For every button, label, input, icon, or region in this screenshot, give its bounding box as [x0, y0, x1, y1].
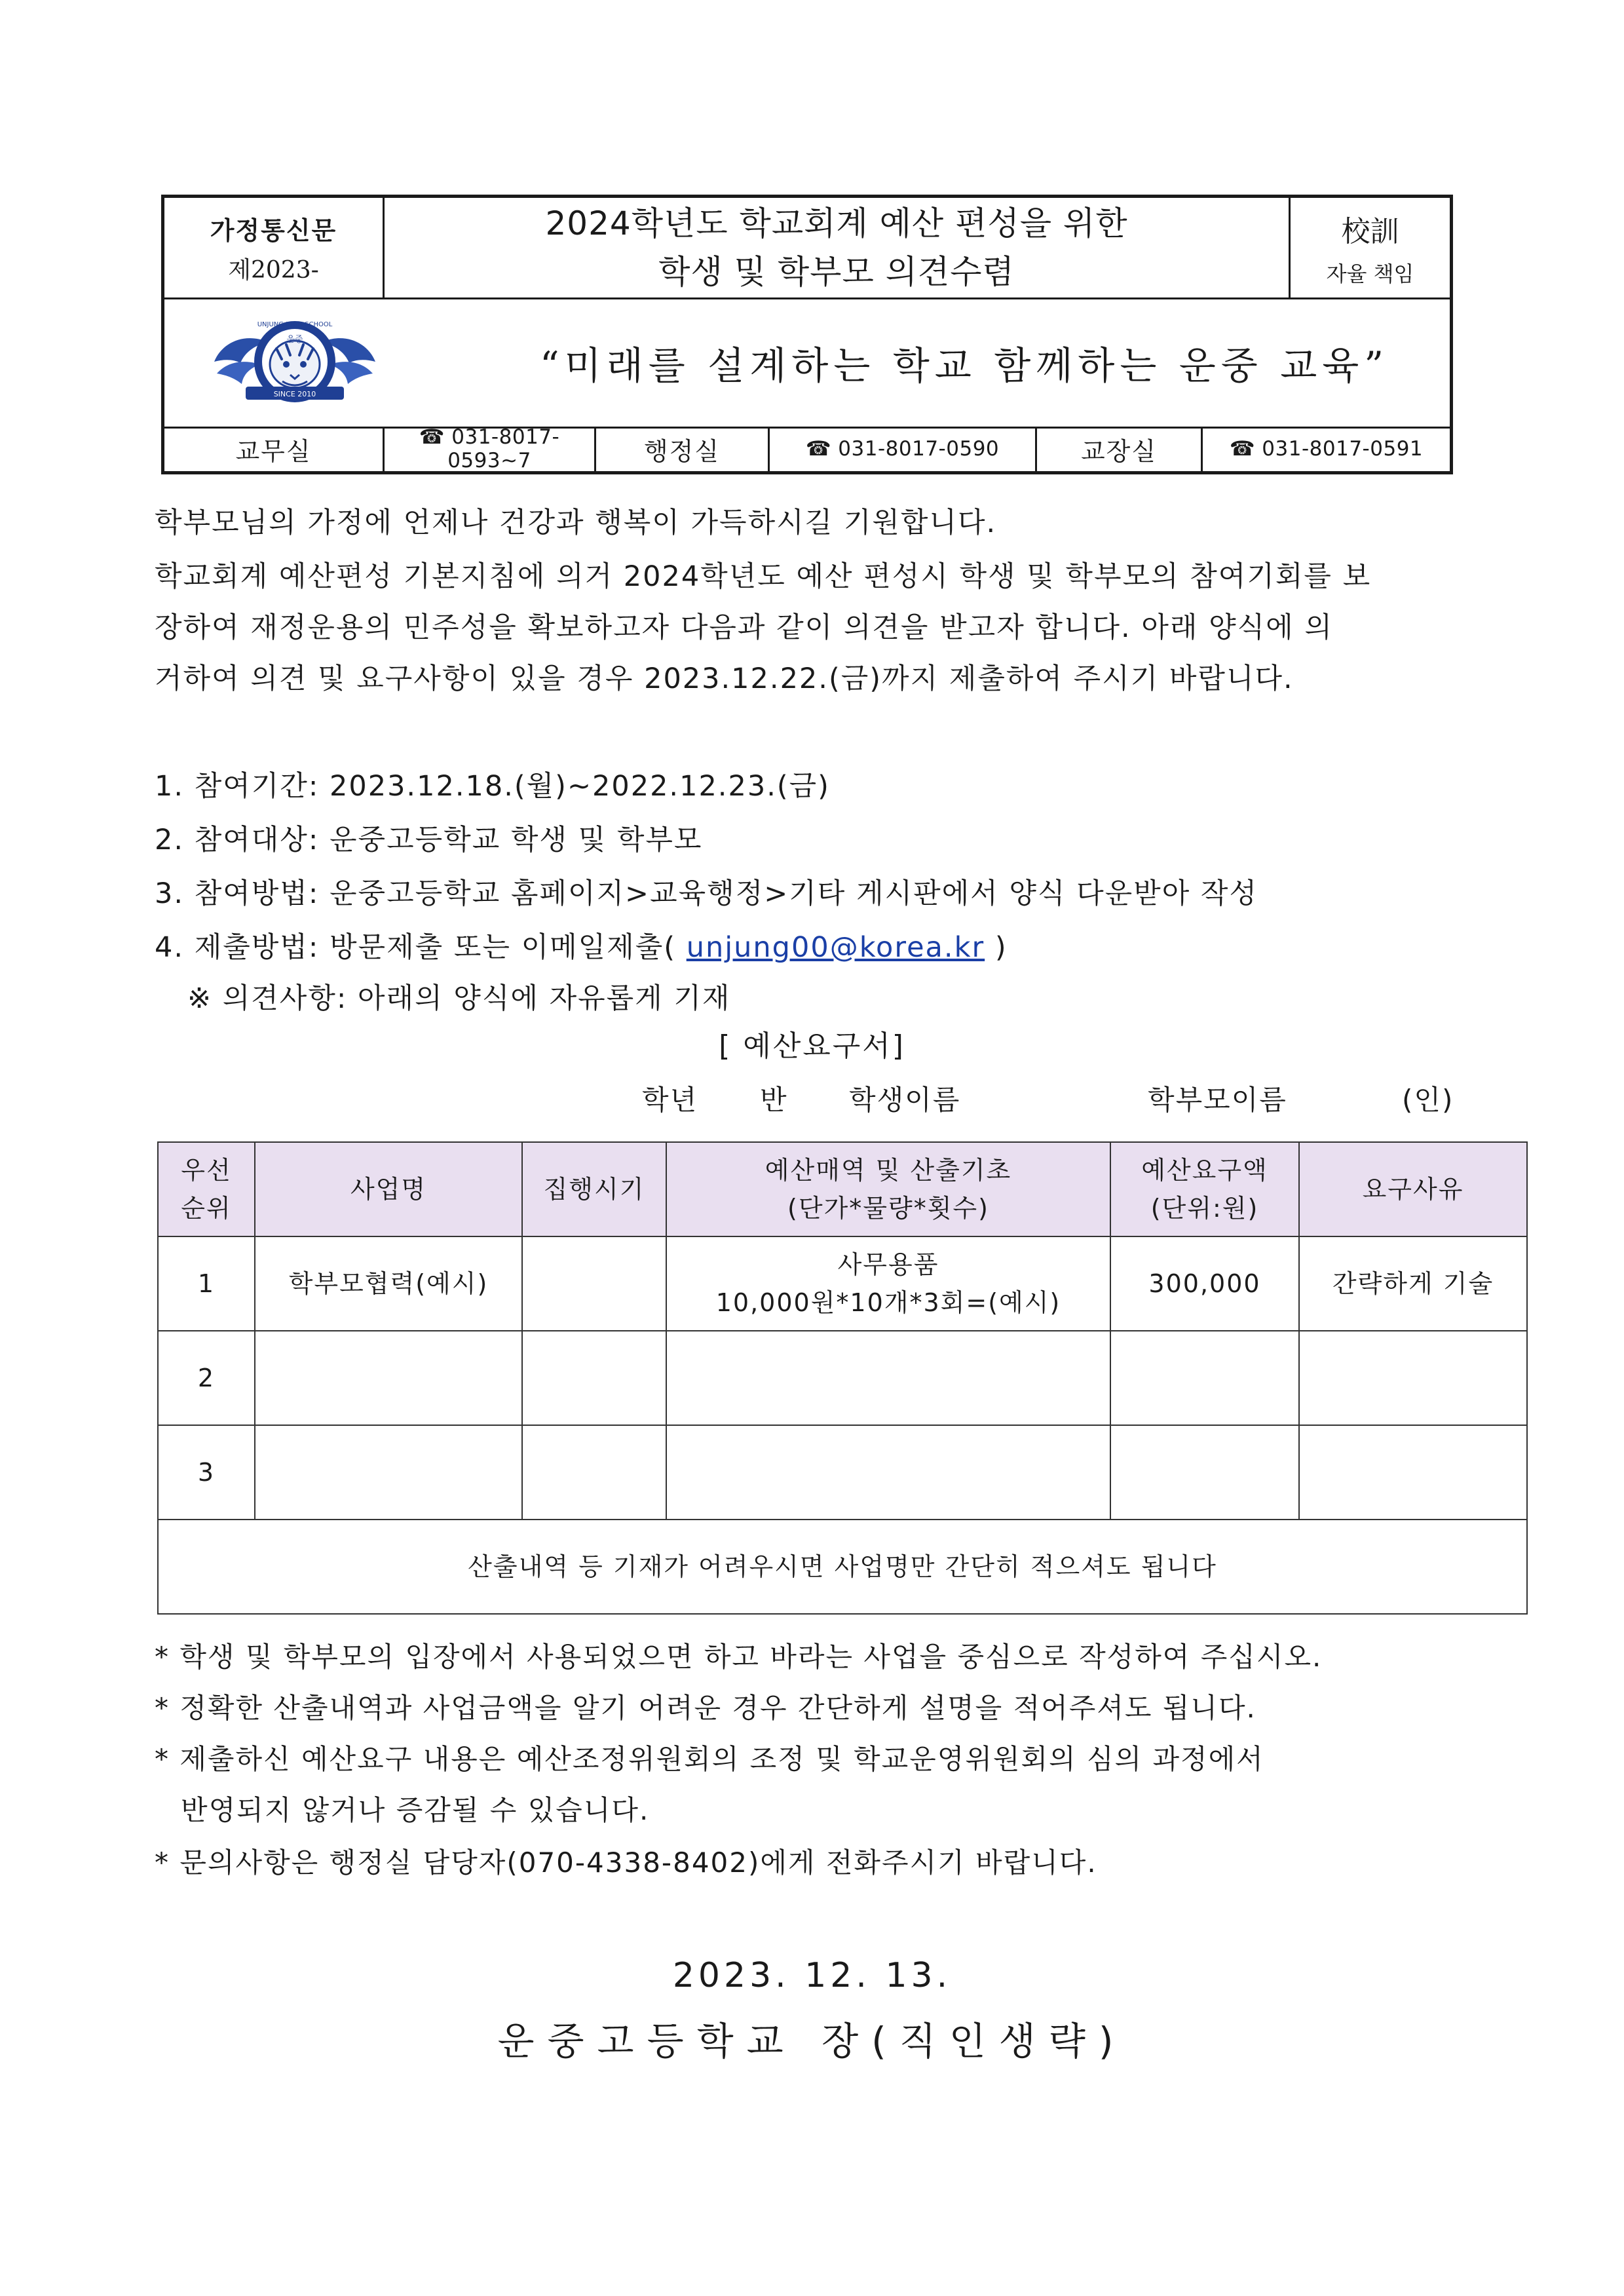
- row2-amount[interactable]: [1110, 1331, 1299, 1425]
- footnote-3a: * 제출하신 예산요구 내용은 예산조정위원회의 조정 및 학교운영위원회의 심의 과정에서: [155, 1743, 1264, 1775]
- row2-period[interactable]: [522, 1331, 666, 1425]
- row3-amount[interactable]: [1110, 1425, 1299, 1520]
- item-participation-target: 2. 참여대상: 운중고등학교 학생 및 학부모: [155, 824, 703, 856]
- row3-reason[interactable]: [1299, 1425, 1527, 1520]
- item-participation-method: 3. 참여방법: 운중고등학교 홈페이지>교육행정>기타 게시판에서 양식 다운받아 작성: [155, 877, 1258, 910]
- header-slogan-row: [164, 297, 1450, 429]
- row2-reason[interactable]: [1299, 1331, 1527, 1425]
- item-submission-method: [155, 925, 1008, 965]
- submission-method-text: 4. 제출방법: 방문제출 또는 이메일제출(: [155, 931, 677, 964]
- row1-project[interactable]: 학부모협력(예시): [255, 1236, 522, 1331]
- table-header-row: [158, 1142, 1527, 1236]
- footnote-4: * 문의사항은 행정실 담당자(070-4338-8402)에게 전화주시기 바랍니다.: [155, 1846, 1097, 1879]
- row1-reason[interactable]: 간략하게 기술: [1299, 1236, 1527, 1331]
- motto-text: 자율 책임: [1326, 261, 1414, 286]
- office-admin-label: 행정실: [643, 436, 721, 466]
- opinion-note: ※ 의견사항: 아래의 양식에 자유롭게 기재: [187, 982, 731, 1015]
- row2-project[interactable]: [255, 1331, 522, 1425]
- table-note: 산출내역 등 기재가 어려우시면 사업명만 간단히 적으셔도 됩니다: [158, 1520, 1527, 1614]
- logo-since-text: SINCE 2010: [273, 390, 316, 398]
- table-note-row: [158, 1520, 1527, 1614]
- office-admin-phone: ☎ 031-8017-0590: [805, 437, 1000, 461]
- header-budget-basis: 예산매역 및 산출기초 (단가*물량*횟수): [666, 1142, 1110, 1236]
- intro-line-2: 학교회계 예산편성 기본지침에 의거 2024학년도 예산 편성시 학생 및 학부모의 참여기회를 보: [155, 560, 1372, 593]
- table-row: [158, 1236, 1527, 1331]
- seal-field-label: (인): [1402, 1084, 1454, 1116]
- row2-basis[interactable]: [666, 1331, 1110, 1425]
- header-requested-amount: 예산요구액 (단위:원): [1110, 1142, 1299, 1236]
- header-execution-period: 집행시기: [522, 1142, 666, 1236]
- notice-label: 가정통신문: [210, 216, 337, 245]
- notice-header: [161, 195, 1453, 474]
- principal-signature: 운중고등학교 장(직인생략): [497, 2019, 1127, 2063]
- header-priority: 우선 순위: [158, 1142, 255, 1236]
- school-slogan: “미래를 설계하는 학교 함께하는 운중 교육”: [540, 343, 1389, 388]
- logo-school-text: UNJUNG HIGH SCHOOL: [257, 321, 333, 328]
- row3-basis[interactable]: [666, 1425, 1110, 1520]
- parent-name-field-label: 학부모이름: [1148, 1084, 1287, 1116]
- class-field-label: 반: [760, 1084, 788, 1116]
- header-title-row: [164, 198, 1450, 299]
- row3-period[interactable]: [522, 1425, 666, 1520]
- row1-amount[interactable]: 300,000: [1110, 1236, 1299, 1331]
- footnote-1: * 학생 및 학부모의 입장에서 사용되었으면 하고 바라는 사업을 중심으로 작성하여 주십시오.: [155, 1641, 1323, 1673]
- row1-period[interactable]: [522, 1236, 666, 1331]
- budget-request-table: [157, 1141, 1528, 1615]
- submission-email-link[interactable]: unjung00@korea.kr: [686, 931, 985, 964]
- logo-center-text: 운중: [286, 335, 303, 345]
- issue-date: 2023. 12. 13.: [672, 1956, 952, 1995]
- school-motto-cell: [1291, 198, 1450, 297]
- budget-request-form-title: [ 예산요구서]: [719, 1029, 905, 1063]
- intro-greeting: 학부모님의 가정에 언제나 건강과 행복이 가득하시길 기원합니다.: [155, 507, 997, 539]
- header-contacts-row: [164, 427, 1450, 471]
- school-logo: [209, 316, 381, 408]
- row3-rank: 3: [158, 1425, 255, 1520]
- notice-title-line2: 학생 및 학부모 의견수렴: [658, 253, 1015, 291]
- grade-field-label: 학년: [642, 1084, 698, 1116]
- office-academic-phone: ☎ 031-8017-0593~7: [419, 425, 560, 472]
- footnote-3b: 반영되지 않거나 증감될 수 있습니다.: [181, 1794, 650, 1826]
- intro-line-3: 장하여 재정운용의 민주성을 확보하고자 다음과 같이 의견을 받고자 합니다. 아래 양식에 의: [155, 611, 1333, 644]
- footnote-2: * 정확한 산출내역과 사업금액을 알기 어려운 경우 간단하게 설명을 적어주셔도 됩니다.: [155, 1692, 1256, 1724]
- notice-title-cell: [385, 198, 1289, 297]
- item-participation-period: 1. 참여기간: 2023.12.18.(월)~2022.12.23.(금): [155, 770, 830, 803]
- header-project-name: 사업명: [255, 1142, 522, 1236]
- notice-number: 제2023-: [228, 257, 319, 284]
- header-request-reason: 요구사유: [1299, 1142, 1527, 1236]
- table-row: [158, 1331, 1527, 1425]
- notice-id-cell: [164, 198, 383, 297]
- notice-title-line1: 2024학년도 학교회계 예산 편성을 위한: [545, 204, 1128, 242]
- row3-project[interactable]: [255, 1425, 522, 1520]
- row2-rank: 2: [158, 1331, 255, 1425]
- motto-label: 校訓: [1341, 215, 1399, 248]
- office-principal-phone: ☎ 031-8017-0591: [1229, 437, 1424, 461]
- office-principal-label: 교장실: [1080, 436, 1158, 466]
- row1-rank: 1: [158, 1236, 255, 1331]
- office-academic-label: 교무실: [235, 436, 312, 466]
- table-row: [158, 1425, 1527, 1520]
- intro-line-4: 거하여 의견 및 요구사항이 있을 경우 2023.12.22.(금)까지 제출하여 주시기 바랍니다.: [155, 662, 1294, 695]
- row1-basis[interactable]: 사무용품 10,000원*10개*3회=(예시): [666, 1236, 1110, 1331]
- student-name-field-label: 학생이름: [849, 1084, 961, 1116]
- submission-method-close: ): [994, 931, 1008, 964]
